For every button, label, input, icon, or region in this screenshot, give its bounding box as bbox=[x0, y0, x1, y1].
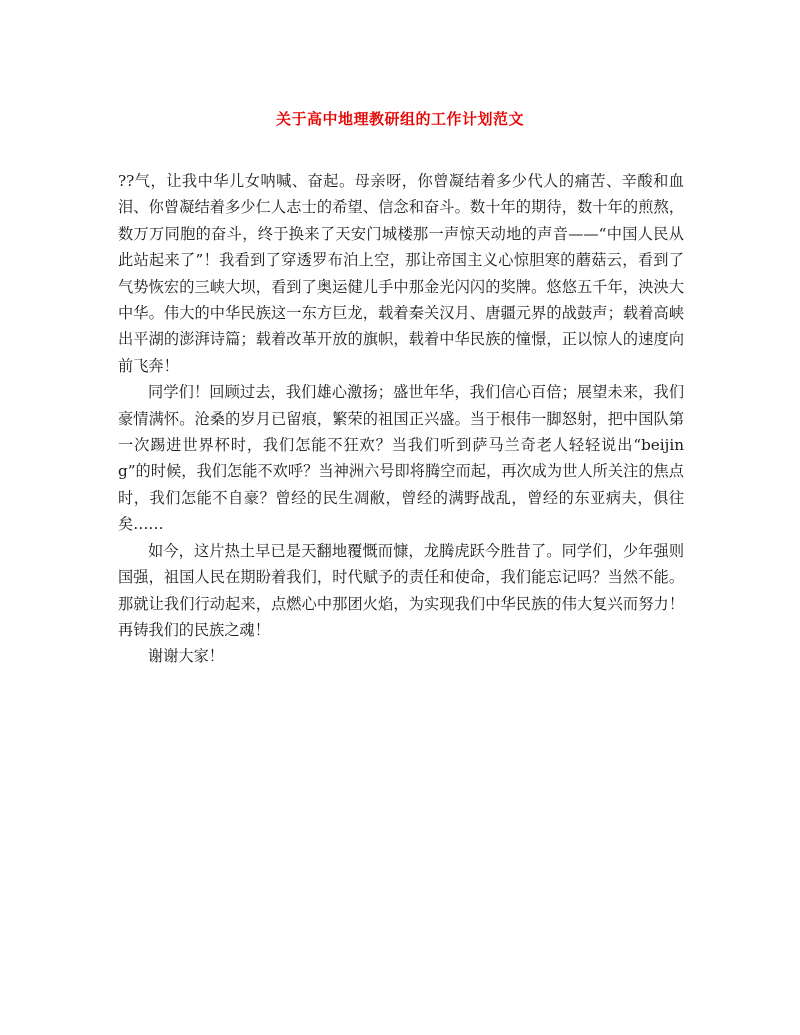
document-body bbox=[118, 168, 684, 670]
paragraph-3: 如今，这片热土早已是天翻地覆慨而慷，龙腾虎跃今胜昔了。同学们，少年强则国强，祖国人民在期盼着我们，时代赋予的责任和使命，我们能忘记吗？当然不能。那就让我们行动起来，点燃心中那团火焰，为实现我们中华民族的伟大复兴而努力！再铸我们的民族之魂！ bbox=[118, 541, 684, 639]
document-title: 关于高中地理教研组的工作计划范文 bbox=[275, 110, 524, 128]
paragraph-2: 同学们！回顾过去，我们雄心激扬；盛世年华，我们信心百倍；展望未来，我们豪情满怀。沧桑的岁月已留痕，繁荣的祖国正兴盛。当于根伟一脚怒射，把中国队第一次踢进世界杯时，我们怎能不狂欢？当我们听到萨马兰奇老人轻轻说出“beijing”的时候，我们怎能不欢呼？当神洲六号即将腾空而起，再次成为世人所关注的焦点时，我们怎能不自豪？曾经的民生凋敝，曾经的满野战乱，曾经的东亚病夫，俱往矣…… bbox=[118, 383, 684, 534]
paragraph-4: 谢谢大家！ bbox=[148, 647, 224, 666]
paragraph-1: ??气，让我中华儿女呐喊、奋起。母亲呀，你曾凝结着多少代人的痛苦、辛酸和血泪、你曾凝结着多少仁人志士的希望、信念和奋斗。数十年的期待，数十年的煎熬，数万万同胞的奋斗，终于换来了天安门城楼那一声惊天动地的声音——“中国人民从此站起来了”！我看到了穿透罗布泊上空，那让帝国主义心惊胆寒的蘑菇云，看到了气势恢宏的三峡大坝，看到了奥运健儿手中那金光闪闪的奖牌。悠悠五千年，泱泱大中华。伟大的中华民族这一东方巨龙，载着秦关汉月、唐疆元界的战鼓声；载着高峡出平湖的澎湃诗篇；载着改革开放的旗帜，载着中华民族的憧憬，正以惊人的速度向前飞奔！ bbox=[118, 172, 684, 375]
